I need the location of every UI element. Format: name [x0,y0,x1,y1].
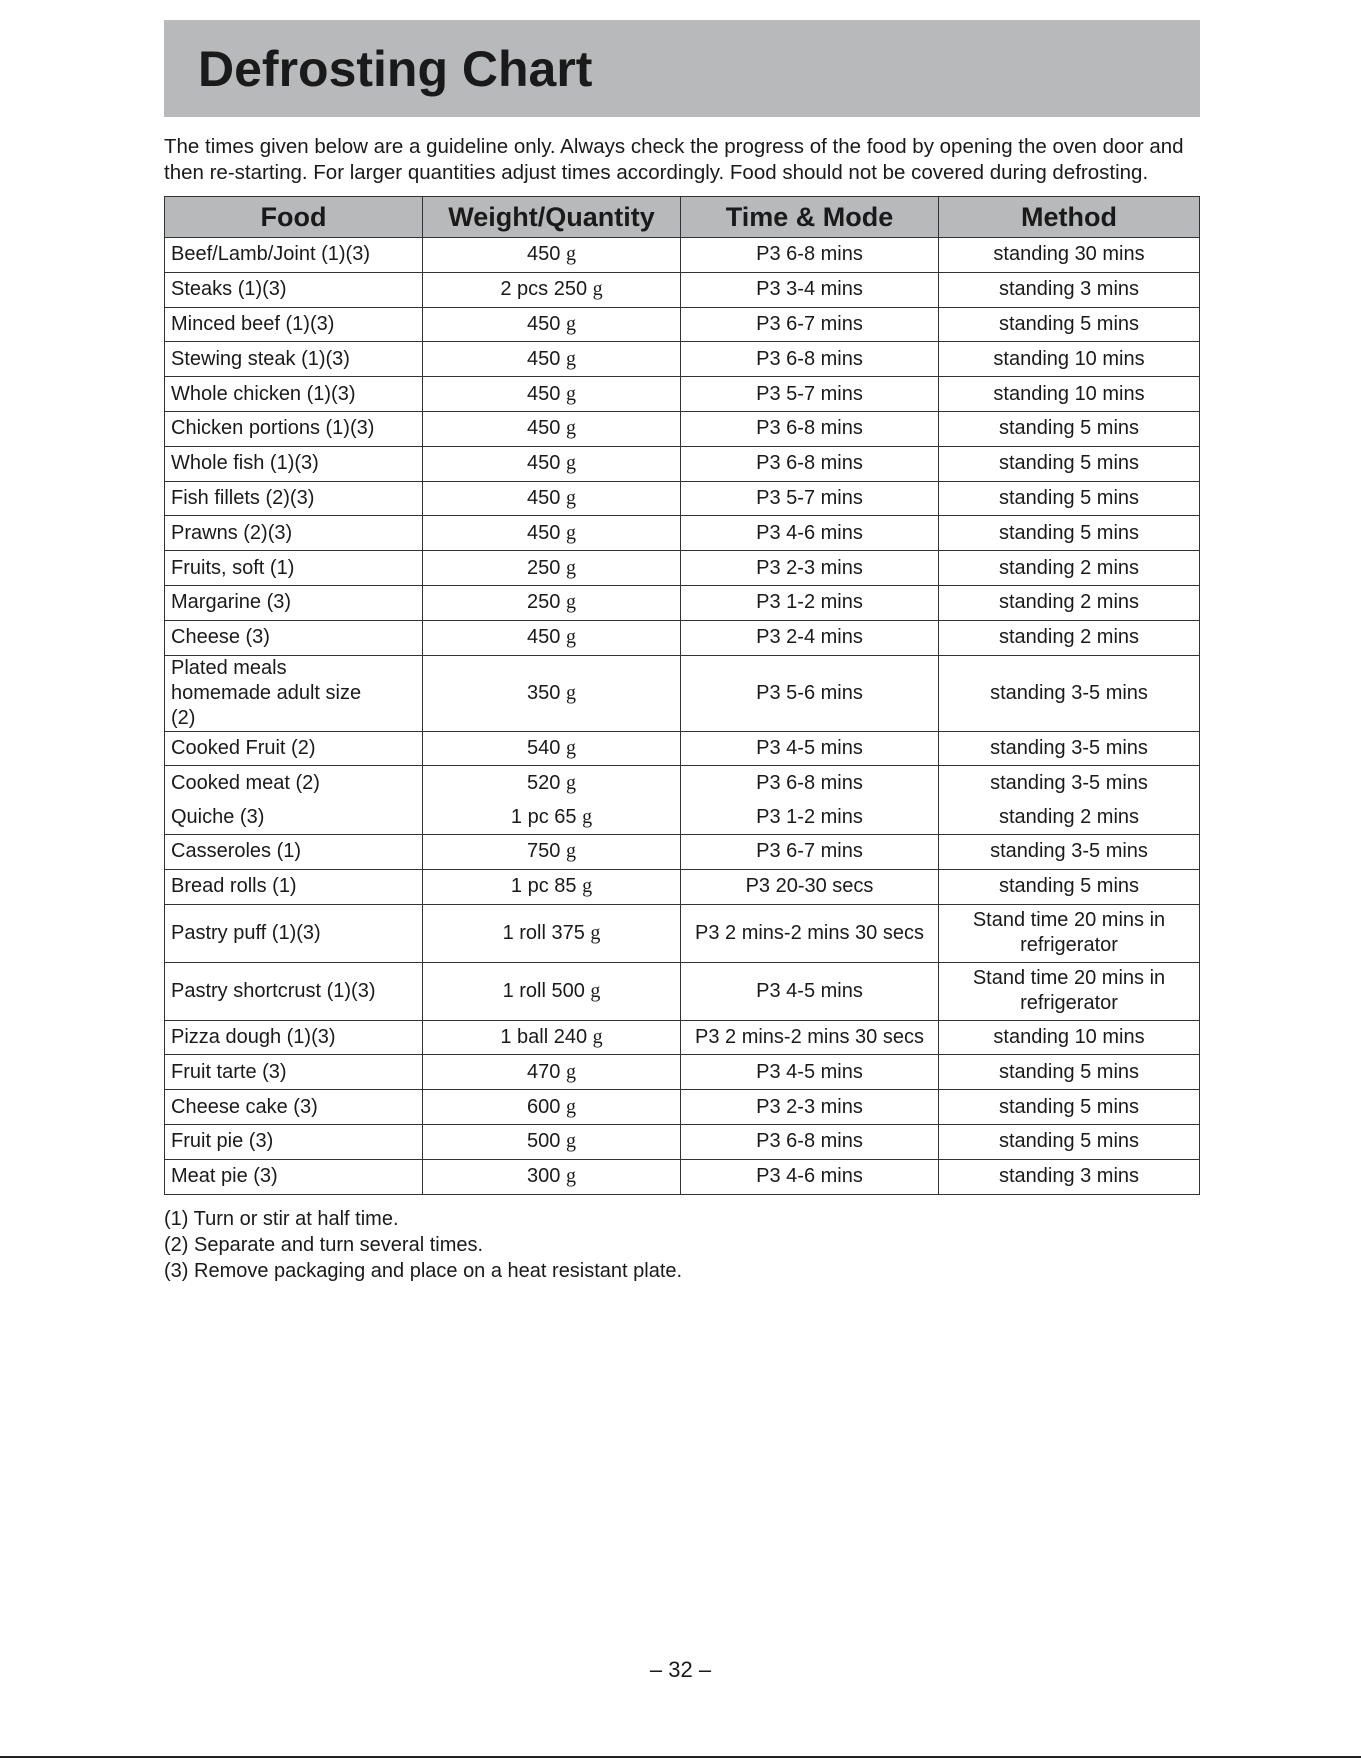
cell-weight [423,272,681,307]
cell-time-mode: P3 4-6 mins [681,1159,939,1194]
cell-food: Whole chicken (1)(3) [165,377,423,412]
cell-method: standing 3-5 mins [939,834,1200,869]
cell-time-mode: P3 2-4 mins [681,620,939,655]
cell-time-mode: P3 6-8 mins [681,238,939,273]
table-row [165,655,1200,731]
weight-value: 540 [527,736,561,759]
cell-weight [423,620,681,655]
weight-value: 450 [527,521,561,544]
table-row [165,516,1200,551]
cell-time-mode: P3 6-8 mins [681,1124,939,1159]
table-row [165,238,1200,273]
weight-unit: g [565,486,576,509]
weight-value: 450 [527,486,561,509]
cell-method: standing 2 mins [939,800,1200,834]
cell-method: standing 3 mins [939,272,1200,307]
table-row [165,585,1200,620]
cell-method: standing 5 mins [939,1090,1200,1125]
cell-food: Cheese (3) [165,620,423,655]
cell-method: standing 3 mins [939,1159,1200,1194]
weight-unit: g [565,347,576,370]
column-header-weight: Weight/Quantity [423,197,681,238]
cell-time-mode: P3 5-7 mins [681,481,939,516]
weight-value: 350 [527,681,561,704]
cell-food: Meat pie (3) [165,1159,423,1194]
weight-value: 450 [527,312,561,335]
cell-food: Fish fillets (2)(3) [165,481,423,516]
page-title: Defrosting Chart [198,41,593,97]
weight-unit: g [565,1095,576,1118]
cell-method: standing 5 mins [939,481,1200,516]
cell-food: Steaks (1)(3) [165,272,423,307]
cell-food: Plated meals homemade adult size (2) [165,655,423,731]
weight-unit: g [565,417,576,440]
cell-time-mode: P3 5-6 mins [681,655,939,731]
cell-weight [423,411,681,446]
weight-value: 1 roll 375 [502,921,585,944]
weight-value: 450 [527,243,561,266]
weight-unit: g [565,771,576,794]
weight-value: 470 [527,1060,561,1083]
cell-time-mode: P3 4-5 mins [681,1055,939,1090]
cell-time-mode: P3 6-8 mins [681,766,939,800]
weight-value: 1 ball 240 [500,1025,588,1048]
cell-method: standing 10 mins [939,342,1200,377]
weight-unit: g [565,840,576,863]
weight-unit: g [592,1025,603,1048]
column-header-time: Time & Mode [681,197,939,238]
cell-time-mode: P3 6-7 mins [681,834,939,869]
cell-weight [423,800,681,834]
cell-weight [423,585,681,620]
cell-time-mode: P3 5-7 mins [681,377,939,412]
weight-value: 250 [527,591,561,614]
table-row [165,307,1200,342]
weight-unit: g [565,243,576,266]
footnote-1: (1) Turn or stir at half time. [164,1207,399,1230]
column-header-method: Method [939,197,1200,238]
page-content [164,20,1200,1284]
footnote-3: (3) Remove packaging and place on a heat resistant plate. [164,1259,683,1282]
cell-food: Pastry puff (1)(3) [165,904,423,962]
table-row [165,411,1200,446]
table-row [165,1055,1200,1090]
cell-method: standing 3-5 mins [939,766,1200,800]
cell-time-mode: P3 4-5 mins [681,962,939,1020]
weight-value: 450 [527,347,561,370]
weight-unit: g [592,278,603,301]
weight-unit: g [565,681,576,704]
cell-method: standing 5 mins [939,411,1200,446]
cell-weight [423,1124,681,1159]
table-row [165,962,1200,1020]
weight-unit: g [590,979,601,1002]
cell-time-mode: P3 2 mins-2 mins 30 secs [681,904,939,962]
cell-time-mode: P3 6-8 mins [681,411,939,446]
cell-food: Beef/Lamb/Joint (1)(3) [165,238,423,273]
weight-value: 450 [527,452,561,475]
weight-value: 600 [527,1095,561,1118]
cell-food: Cooked meat (2) [165,766,423,800]
cell-method: standing 5 mins [939,869,1200,904]
cell-method: standing 2 mins [939,551,1200,586]
weight-value: 450 [527,417,561,440]
table-row [165,800,1200,834]
weight-unit: g [565,591,576,614]
cell-time-mode: P3 2-3 mins [681,1090,939,1125]
weight-value: 520 [527,771,561,794]
cell-food: Cheese cake (3) [165,1090,423,1125]
cell-weight [423,904,681,962]
weight-unit: g [565,1165,576,1188]
cell-food: Pizza dough (1)(3) [165,1020,423,1055]
weight-value: 1 pc 65 [510,805,577,828]
cell-method: standing 5 mins [939,307,1200,342]
cell-weight [423,1090,681,1125]
cell-time-mode: P3 6-7 mins [681,307,939,342]
table-row [165,342,1200,377]
cell-method: standing 30 mins [939,238,1200,273]
table-row [165,904,1200,962]
weight-unit: g [565,452,576,475]
cell-food: Prawns (2)(3) [165,516,423,551]
weight-value: 250 [527,556,561,579]
weight-value: 2 pcs 250 [500,278,588,301]
cell-method: standing 2 mins [939,620,1200,655]
cell-method: standing 5 mins [939,516,1200,551]
cell-food: Chicken portions (1)(3) [165,411,423,446]
weight-unit: g [565,1130,576,1153]
table-row [165,766,1200,800]
cell-weight [423,481,681,516]
weight-value: 500 [527,1130,561,1153]
cell-time-mode: P3 6-8 mins [681,342,939,377]
cell-food: Minced beef (1)(3) [165,307,423,342]
cell-weight [423,766,681,800]
cell-weight [423,446,681,481]
cell-method: standing 5 mins [939,1124,1200,1159]
weight-unit: g [565,312,576,335]
footnotes [164,1206,1200,1284]
table-row [165,1124,1200,1159]
weight-value: 450 [527,626,561,649]
cell-food: Fruit pie (3) [165,1124,423,1159]
cell-method: Stand time 20 mins in refrigerator [939,904,1200,962]
cell-time-mode: P3 4-6 mins [681,516,939,551]
table-row [165,834,1200,869]
weight-unit: g [590,921,601,944]
intro-paragraph: The times given below are a guideline only. Always check the progress of the food by opening the oven door and then re-starting. For larger quantities adjust times accordingly. Food should not be covered during defrosting. [164,135,1184,184]
table-row [165,731,1200,766]
footnote-2: (2) Separate and turn several times. [164,1233,484,1256]
table-row [165,446,1200,481]
table-row [165,1159,1200,1194]
table-row [165,869,1200,904]
cell-weight [423,551,681,586]
cell-food: Margarine (3) [165,585,423,620]
cell-food: Fruit tarte (3) [165,1055,423,1090]
cell-time-mode: P3 1-2 mins [681,585,939,620]
cell-method: standing 3-5 mins [939,655,1200,731]
cell-time-mode: P3 6-8 mins [681,446,939,481]
cell-weight [423,834,681,869]
cell-food: Casseroles (1) [165,834,423,869]
weight-unit: g [582,875,593,898]
cell-method: standing 5 mins [939,446,1200,481]
cell-weight [423,1055,681,1090]
weight-unit: g [582,805,593,828]
table-row [165,481,1200,516]
cell-weight [423,962,681,1020]
cell-weight [423,377,681,412]
cell-weight [423,655,681,731]
table-row [165,377,1200,412]
weight-unit: g [565,626,576,649]
cell-food: Pastry shortcrust (1)(3) [165,962,423,1020]
weight-unit: g [565,556,576,579]
weight-value: 450 [527,382,561,405]
cell-time-mode: P3 20-30 secs [681,869,939,904]
cell-time-mode: P3 2-3 mins [681,551,939,586]
weight-unit: g [565,736,576,759]
cell-food: Stewing steak (1)(3) [165,342,423,377]
bottom-rule [0,1756,1361,1758]
cell-weight [423,307,681,342]
weight-value: 1 pc 85 [510,875,577,898]
column-header-food: Food [165,197,423,238]
cell-method: standing 3-5 mins [939,731,1200,766]
table-row [165,272,1200,307]
table-row [165,551,1200,586]
weight-unit: g [565,521,576,544]
cell-weight [423,342,681,377]
table-row [165,1020,1200,1055]
title-bar [164,20,1200,117]
table-row [165,1090,1200,1125]
table-row [165,620,1200,655]
cell-time-mode: P3 4-5 mins [681,731,939,766]
cell-food: Quiche (3) [165,800,423,834]
cell-method: standing 2 mins [939,585,1200,620]
defrosting-table [164,196,1200,1195]
cell-weight [423,731,681,766]
cell-weight [423,869,681,904]
cell-weight [423,1020,681,1055]
cell-food: Bread rolls (1) [165,869,423,904]
weight-unit: g [565,382,576,405]
cell-method: standing 10 mins [939,377,1200,412]
weight-value: 750 [527,840,561,863]
cell-time-mode: P3 3-4 mins [681,272,939,307]
weight-value: 300 [527,1165,561,1188]
page-number: – 32 – [649,1657,712,1682]
cell-weight [423,516,681,551]
cell-time-mode: P3 2 mins-2 mins 30 secs [681,1020,939,1055]
cell-food: Whole fish (1)(3) [165,446,423,481]
cell-method: standing 10 mins [939,1020,1200,1055]
weight-unit: g [565,1060,576,1083]
cell-weight [423,1159,681,1194]
cell-time-mode: P3 1-2 mins [681,800,939,834]
cell-food: Cooked Fruit (2) [165,731,423,766]
cell-food: Fruits, soft (1) [165,551,423,586]
table-body [165,238,1200,1195]
cell-method: standing 5 mins [939,1055,1200,1090]
weight-value: 1 roll 500 [502,979,585,1002]
table-header-row [165,197,1200,238]
cell-method: Stand time 20 mins in refrigerator [939,962,1200,1020]
cell-weight [423,238,681,273]
